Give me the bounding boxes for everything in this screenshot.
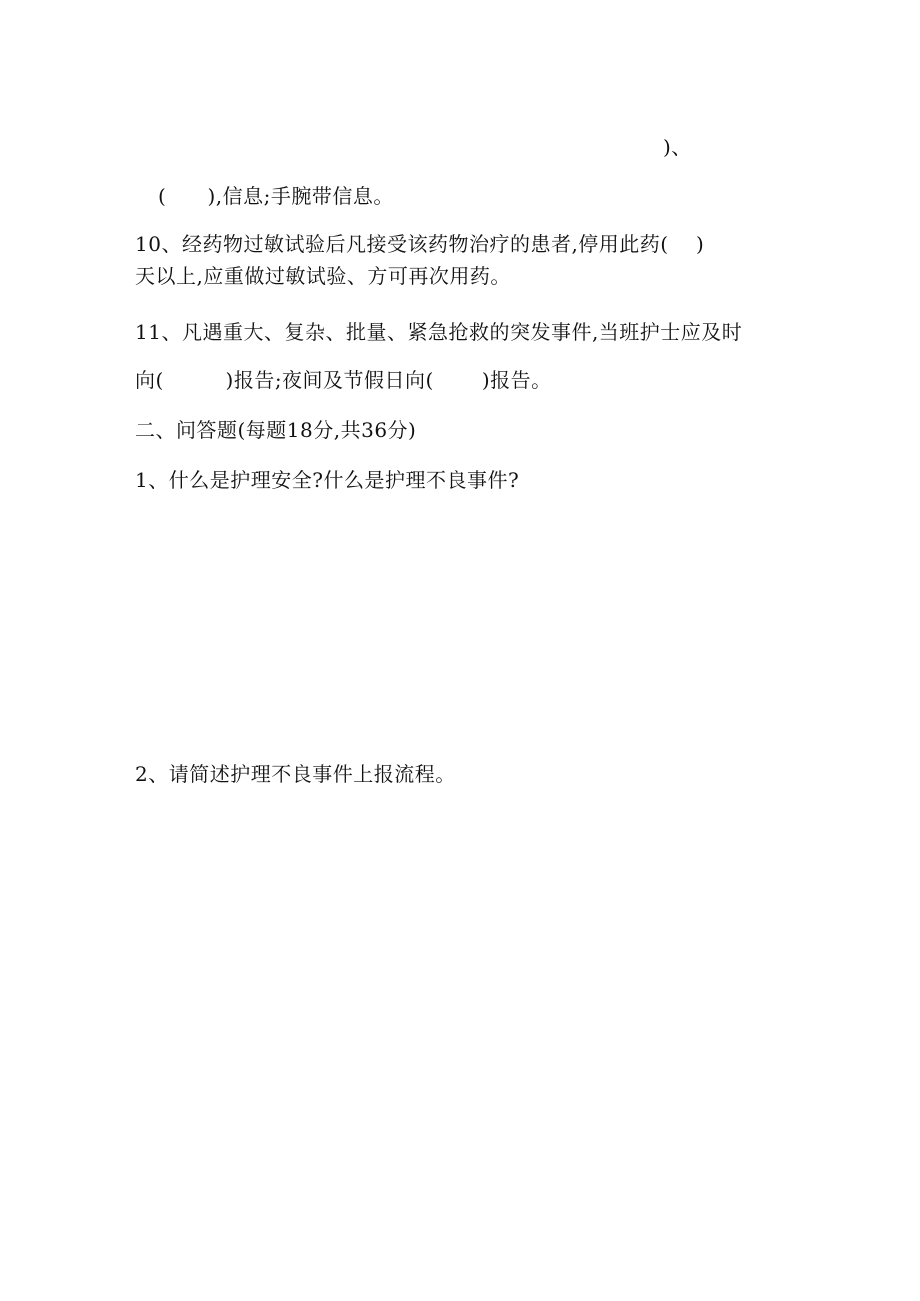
question-11-line-1: 11、凡遇重大、复杂、批量、紧急抢救的突发事件,当班护士应及时 (135, 320, 743, 344)
question-11-line-2: 向( )报告;夜间及节假日向( )报告。 (135, 368, 552, 392)
question-10-line-2: 天以上,应重做过敏试验、方可再次用药。 (135, 264, 511, 288)
question-10-line-1: 10、经药物过敏试验后凡接受该药物治疗的患者,停用此药( ) (135, 232, 705, 256)
qa-question-1: 1、什么是护理安全?什么是护理不良事件? (135, 468, 520, 492)
section-heading-qa: 二、问答题(每题18分,共36分) (135, 418, 417, 442)
blank-closing-fragment: )、 (663, 135, 692, 159)
qa-question-2: 2、请简述护理不良事件上报流程。 (135, 762, 456, 786)
question-9-continuation: ( ),信息;手腕带信息。 (158, 184, 394, 208)
